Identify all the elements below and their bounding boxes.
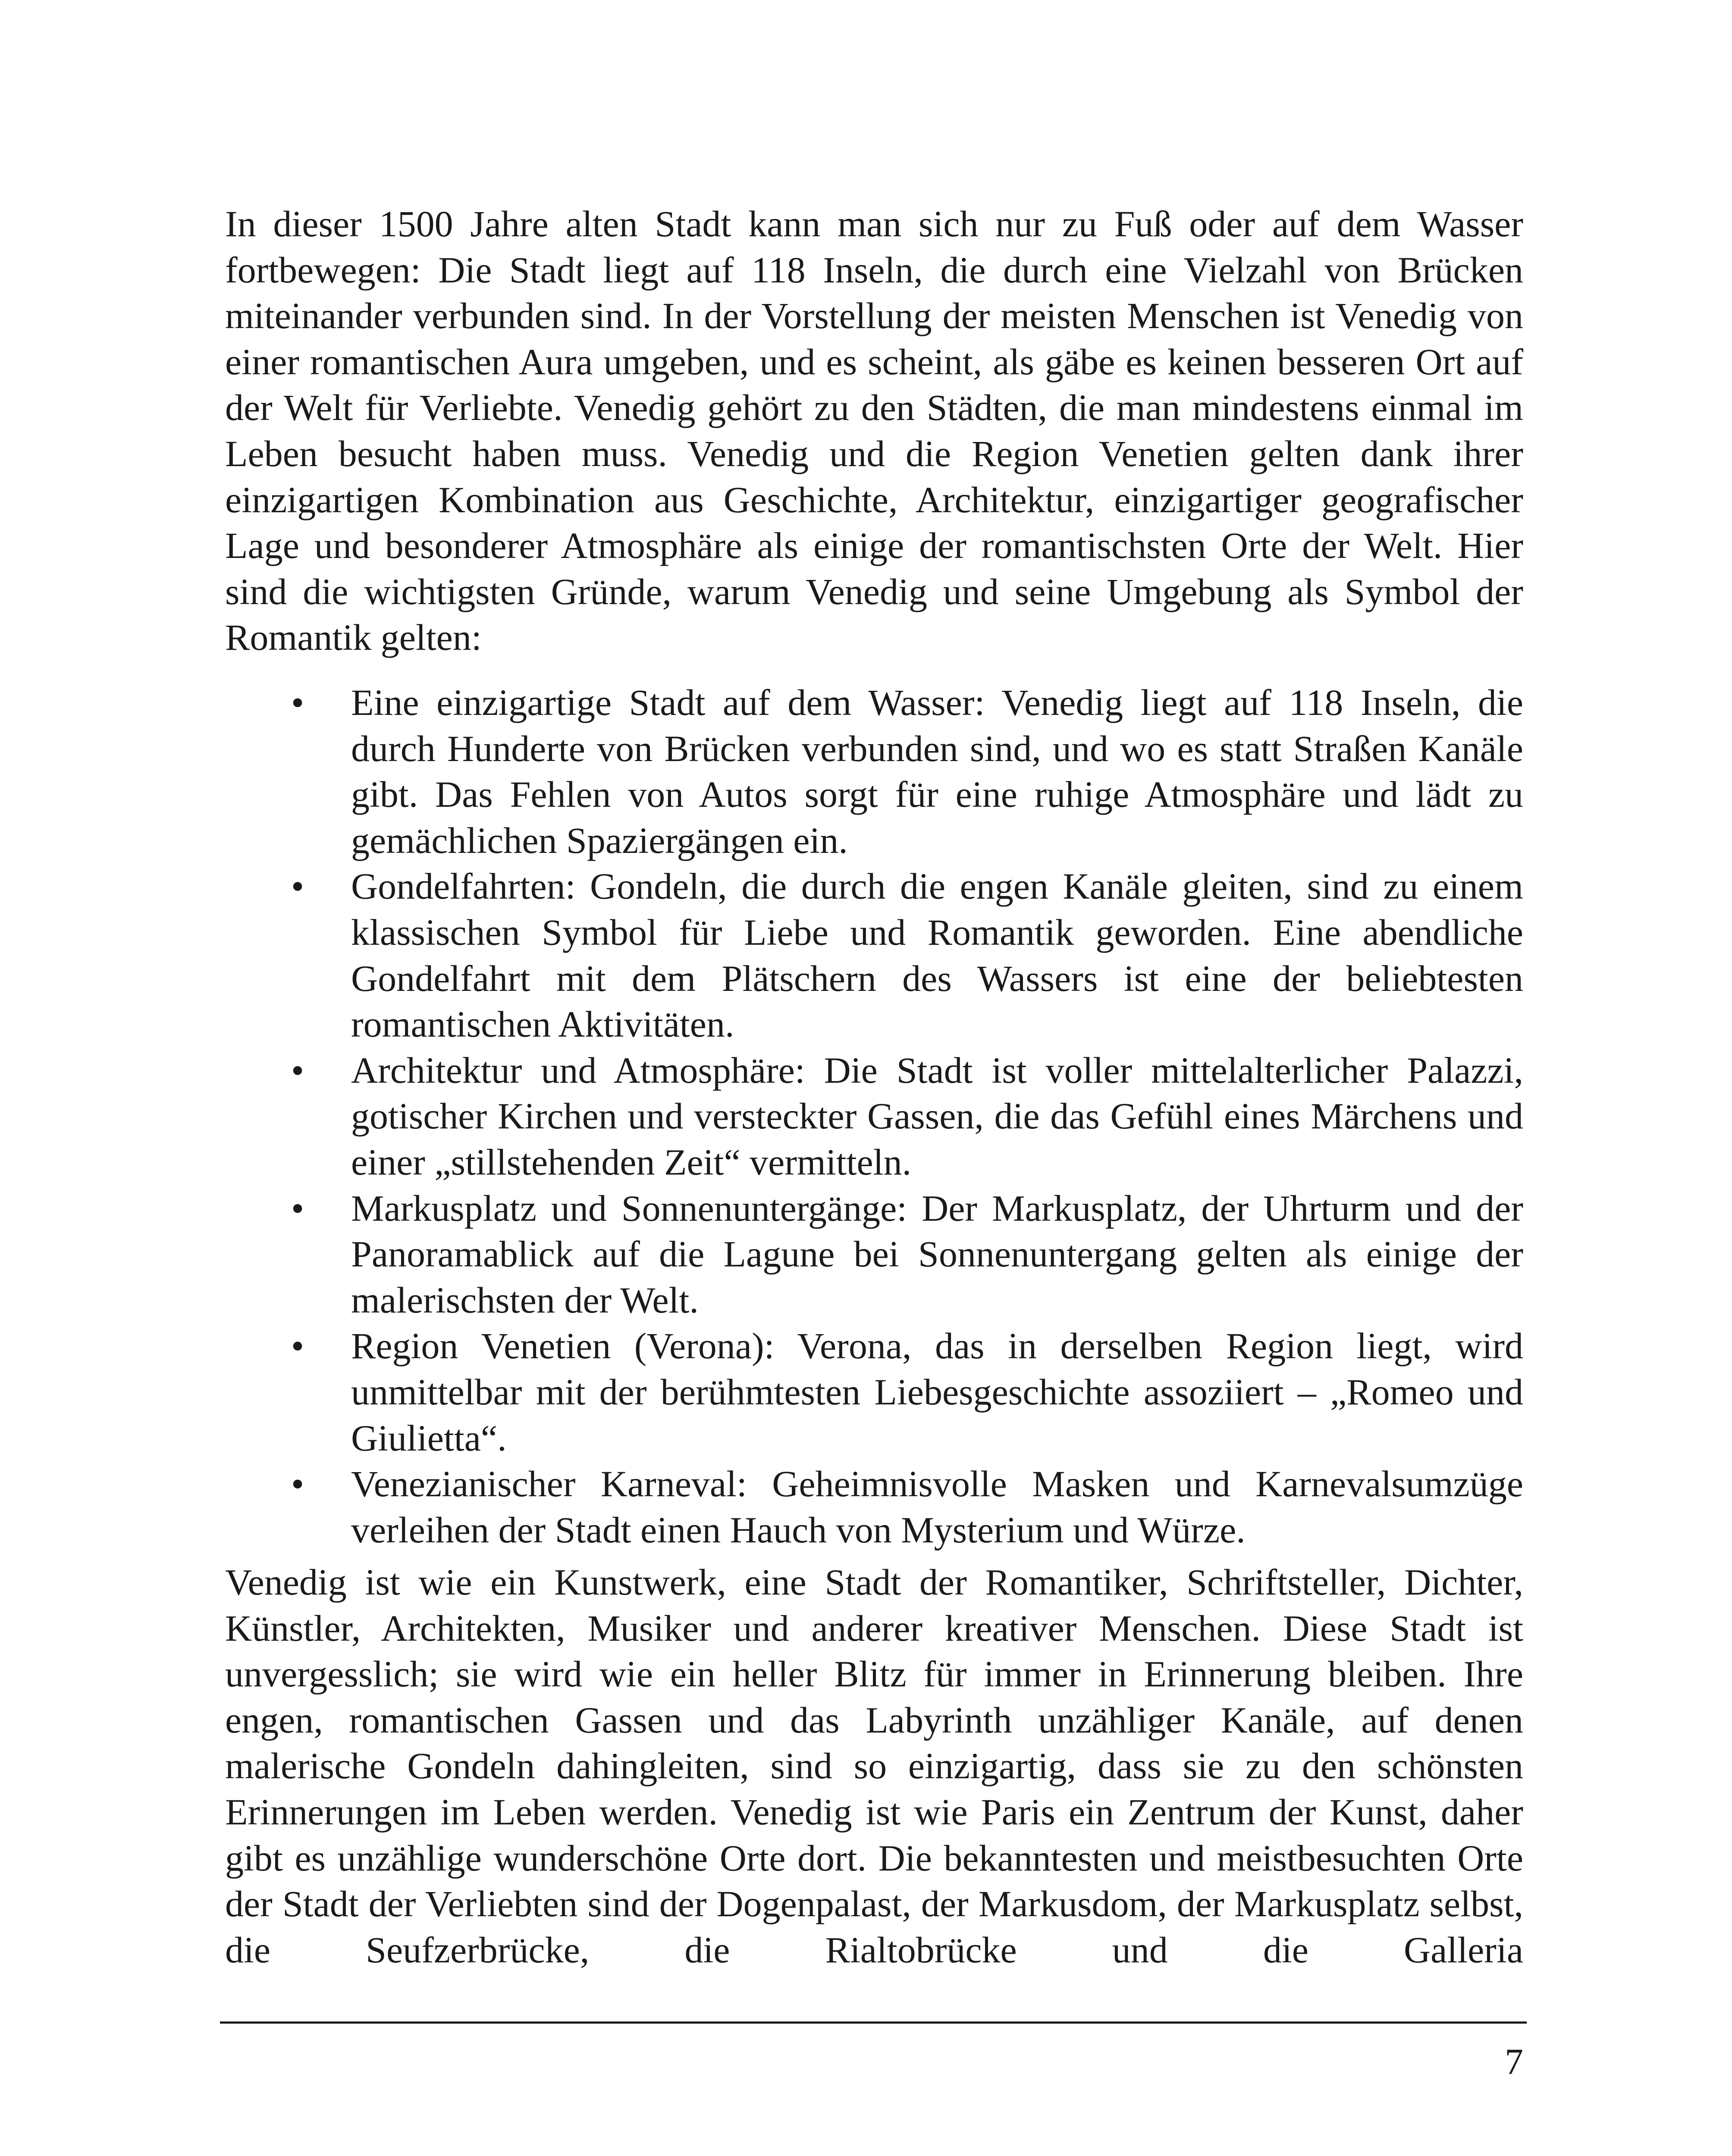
bullet-icon: • <box>291 682 304 723</box>
bullet-icon: • <box>291 1325 304 1367</box>
footer-divider <box>220 2021 1527 2024</box>
intro-paragraph: In dieser 1500 Jahre alten Stadt kann man sich nur zu Fuß oder auf dem Wasser fortbewegen: Die Stadt liegt auf 118 Inseln, die durch eine Vielzahl von Brücken miteinander verbunden sind. In der Vorstellung der meisten Menschen ist Venedig von einer romantischen Aura umgeben, und es scheint, als gäbe es keinen besseren Ort auf der Welt für Verliebte. Venedig gehört zu den Städten, die man mindestens einmal im Leben besucht haben muss. Venedig und die Region Venetien gelten dank ihrer einzigartigen Kombination aus Geschichte, Architektur, einzigartiger geografischer Lage und besonderer Atmosphäre als einige der romantischsten Orte der Welt. Hier sind die wichtigsten Gründe, warum Venedig und seine Umgebung als Symbol der Romantik gelten: <box>225 203 1523 658</box>
list-item <box>225 1185 1523 1323</box>
list-item-text: Eine einzigartige Stadt auf dem Wasser: Venedig liegt auf 118 Inseln, die durch Hunderte von Brücken verbunden sind, und wo es statt Straßen Kanäle gibt. Das Fehlen von Autos sorgt für eine ruhige Atmosphäre und lädt zu gemächlichen Spaziergängen ein. <box>351 682 1523 861</box>
list-item-text: Architektur und Atmosphäre: Die Stadt ist voller mittelalterlicher Palazzi, gotischer Kirchen und versteckter Gassen, die das Gefühl eines Märchens und einer „stillstehenden Zeit“ vermitteln. <box>351 1049 1523 1183</box>
list-item-text: Markusplatz und Sonnenuntergänge: Der Markusplatz, der Uhrturm und der Panoramablick auf die Lagune bei Sonnenuntergang gelten als einige der malerischsten der Welt. <box>351 1187 1523 1321</box>
bullet-icon: • <box>291 1049 304 1091</box>
list-item <box>225 1047 1523 1185</box>
bullet-icon: • <box>291 1187 304 1229</box>
page-number: 7 <box>1505 2041 1523 2082</box>
list-item <box>225 1323 1523 1461</box>
list-item <box>225 863 1523 1047</box>
list-item-text: Venezianischer Karneval: Geheimnisvolle Masken und Karnevalsumzüge verleihen der Stadt einen Hauch von Mysterium und Würze. <box>351 1463 1523 1551</box>
bullet-icon: • <box>291 1463 304 1505</box>
list-item-text: Gondelfahrten: Gondeln, die durch die engen Kanäle gleiten, sind zu einem klassischen Symbol für Liebe und Romantik geworden. Eine abendliche Gondelfahrt mit dem Plätschern des Wassers ist eine der beliebtesten romantischen Aktivitäten. <box>351 865 1523 1045</box>
list-item <box>225 680 1523 863</box>
list-item-text: Region Venetien (Verona): Verona, das in derselben Region liegt, wird unmittelbar mit der berühmtesten Liebesgeschichte assoziiert – „Romeo und Giulietta“. <box>351 1325 1523 1459</box>
closing-paragraph: Venedig ist wie ein Kunstwerk, eine Stadt der Romantiker, Schriftsteller, Dichter, Künstler, Architekten, Musiker und anderer kreativer Menschen. Diese Stadt ist unvergesslich; sie wird wie ein heller Blitz für immer in Erinnerung bleiben. Ihre engen, romantischen Gassen und das Labyrinth unzähliger Kanäle, auf denen malerische Gondeln dahingleiten, sind so einzigartig, dass sie zu den schönsten Erinnerungen im Leben werden. Venedig ist wie Paris ein Zentrum der Kunst, daher gibt es unzählige wunderschöne Orte dort. Die bekanntesten und meistbesuchten Orte der Stadt der Verliebten sind der Dogenpalast, der Markusdom, der Markusplatz selbst, die Seufzerbrücke, die Rialtobrücke und die Galleria <box>225 1561 1523 1971</box>
reasons-list <box>225 680 1523 1553</box>
list-item <box>225 1461 1523 1553</box>
bullet-icon: • <box>291 865 304 907</box>
